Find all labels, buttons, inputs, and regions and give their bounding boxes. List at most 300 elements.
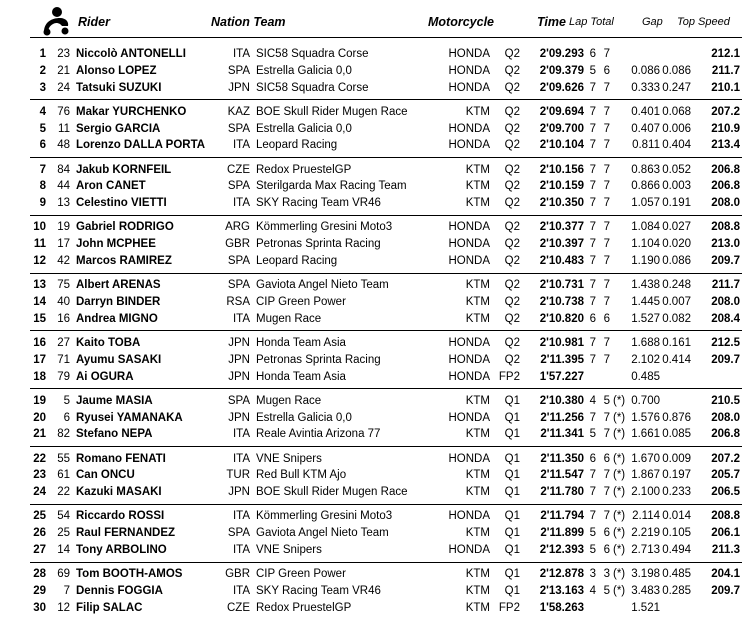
team-name: CIP Green Power xyxy=(256,296,346,308)
gap-to-first: 1.438 xyxy=(631,279,660,292)
gap-to-first: 1.576 xyxy=(631,411,660,424)
best-lap-time: 2'10.104 xyxy=(539,139,584,152)
group-divider xyxy=(30,215,742,216)
rider-nation: SPA xyxy=(227,279,250,292)
total-laps xyxy=(598,600,610,617)
table-row xyxy=(0,178,750,195)
table-row xyxy=(0,80,750,97)
rider-nation: SPA xyxy=(227,527,250,540)
best-lap-time: 2'11.341 xyxy=(540,428,584,441)
best-lap-number xyxy=(584,600,596,617)
motorcycle-brand: HONDA xyxy=(448,337,490,349)
session: Q2 xyxy=(504,48,520,60)
total-laps: 7 xyxy=(603,411,610,424)
best-lap-time: 1'58.263 xyxy=(539,601,584,614)
table-row xyxy=(0,352,750,369)
rider-nation: JPN xyxy=(228,81,250,94)
top-speed: 208.8 xyxy=(711,510,740,523)
best-lap-number: 4 xyxy=(589,394,596,407)
rider-position: 3 xyxy=(39,81,46,94)
gap-to-previous: 0.082 xyxy=(662,312,691,325)
top-speed: 209.7 xyxy=(711,585,740,597)
session: Q2 xyxy=(504,255,520,267)
table-row xyxy=(0,137,750,154)
best-lap-time: 2'10.377 xyxy=(539,221,584,234)
rider-position: 30 xyxy=(33,601,46,614)
rider-name: Albert ARENAS xyxy=(76,279,161,292)
top-speed: 204.1 xyxy=(711,568,740,581)
team-name: Gaviota Angel Nieto Team xyxy=(256,527,389,540)
top-speed: 206.8 xyxy=(711,180,740,193)
motorcycle-brand: HONDA xyxy=(448,452,490,465)
session: Q2 xyxy=(504,180,520,193)
top-speed: 208.0 xyxy=(711,197,740,210)
best-lap-number: 7 xyxy=(589,279,596,292)
session: Q2 xyxy=(504,238,520,251)
note-marker: (*) xyxy=(613,469,626,482)
rider-number: 11 xyxy=(58,122,70,135)
rider-position: 10 xyxy=(33,221,46,234)
rider-name: Lorenzo DALLA PORTA xyxy=(76,139,206,152)
best-lap-time: 2'11.395 xyxy=(540,353,584,366)
gap-to-previous: 0.404 xyxy=(662,139,691,152)
table-row xyxy=(0,393,750,410)
motorcycle-brand: KTM xyxy=(465,279,490,292)
gap-to-first: 3.198 xyxy=(631,568,660,581)
gap-to-previous: 0.494 xyxy=(662,544,691,556)
rider-position: 17 xyxy=(33,353,46,366)
top-speed: 207.2 xyxy=(711,105,740,118)
motorcycle-brand: HONDA xyxy=(448,370,490,383)
note-marker: (*) xyxy=(613,585,626,597)
group-divider xyxy=(30,562,742,563)
gap-to-previous: 0.414 xyxy=(662,353,691,366)
best-lap-number: 7 xyxy=(589,296,596,308)
note-marker: (*) xyxy=(613,527,626,540)
total-laps: 7 xyxy=(603,428,610,441)
rider-name: Jaume MASIA xyxy=(76,394,153,407)
table-row xyxy=(0,542,750,559)
total-laps: 7 xyxy=(603,197,610,210)
rider-position: 6 xyxy=(39,139,46,152)
table-row xyxy=(0,104,750,121)
table-row xyxy=(0,467,750,484)
team-name: BOE Skull Rider Mugen Race xyxy=(256,105,408,118)
session: Q2 xyxy=(504,353,520,366)
motorcycle-brand: KTM xyxy=(465,527,490,540)
best-lap-time: 2'09.700 xyxy=(539,122,584,135)
best-lap-number: 4 xyxy=(589,585,596,597)
rider-number: 69 xyxy=(57,568,70,581)
gap-to-first: 0.811 xyxy=(632,139,660,152)
total-laps: 6 xyxy=(603,544,610,556)
motorcycle-brand: HONDA xyxy=(448,238,490,251)
team-name: Red Bull KTM Ajo xyxy=(256,469,347,482)
session: Q1 xyxy=(504,510,520,523)
team-name: Petronas Sprinta Racing xyxy=(256,353,381,366)
rider-nation: CZE xyxy=(227,163,250,176)
gap-to-previous xyxy=(660,369,691,386)
gap-to-first: 0.086 xyxy=(631,64,660,77)
session: Q1 xyxy=(504,527,520,540)
top-speed: 208.4 xyxy=(711,312,740,325)
motorcycle-brand: KTM xyxy=(465,394,490,407)
header-lap-total: Lap Total xyxy=(569,16,614,28)
best-lap-number: 6 xyxy=(589,48,596,60)
rider-name: Niccolò ANTONELLI xyxy=(76,48,186,60)
motorcycle-brand: KTM xyxy=(465,312,490,325)
gap-to-previous: 0.161 xyxy=(662,337,691,349)
header-nation-team: Nation Team xyxy=(211,15,286,29)
rider-name: Tatsuki SUZUKI xyxy=(76,81,162,94)
best-lap-time: 2'10.981 xyxy=(539,337,584,349)
rider-name: Sergio GARCIA xyxy=(76,122,161,135)
gap-to-first: 0.401 xyxy=(631,105,660,118)
rider-position: 1 xyxy=(39,48,46,60)
rider-name: John MCPHEE xyxy=(76,238,156,251)
top-speed: 206.8 xyxy=(711,428,740,441)
rider-position: 14 xyxy=(33,296,46,308)
best-lap-time: 2'12.878 xyxy=(539,568,584,581)
rider-number: 75 xyxy=(57,279,70,292)
gap-to-first: 1.445 xyxy=(631,296,660,308)
gap-to-first: 1.521 xyxy=(631,601,660,614)
rider-name: Kazuki MASAKI xyxy=(76,486,162,499)
gap-to-previous: 0.007 xyxy=(662,296,691,308)
table-row xyxy=(0,566,750,583)
best-lap-number: 6 xyxy=(589,452,596,465)
motorcycle-brand: HONDA xyxy=(448,353,490,366)
gap-to-first: 0.700 xyxy=(631,394,660,407)
total-laps: 7 xyxy=(603,296,610,308)
rider-nation: CZE xyxy=(227,601,250,614)
note-marker: (*) xyxy=(613,568,626,581)
motorcycle-brand: KTM xyxy=(465,428,490,441)
rider-number: 55 xyxy=(57,452,70,465)
rider-name: Ryusei YAMANAKA xyxy=(76,411,183,424)
best-lap-number: 7 xyxy=(589,510,596,523)
rider-nation: TUR xyxy=(226,469,250,482)
rider-nation: ITA xyxy=(232,585,250,597)
rider-nation: JPN xyxy=(228,411,250,424)
header-top-speed: Top Speed xyxy=(677,16,730,28)
table-row xyxy=(0,508,750,525)
best-lap-time: 2'10.738 xyxy=(539,296,584,308)
rider-nation: JPN xyxy=(228,370,250,383)
rider-number: 6 xyxy=(63,411,70,424)
best-lap-number: 7 xyxy=(589,221,596,234)
motorcycle-brand: KTM xyxy=(465,105,490,118)
session: Q1 xyxy=(504,486,520,499)
total-laps: 7 xyxy=(603,163,610,176)
total-laps: 7 xyxy=(603,81,610,94)
header-rider: Rider xyxy=(78,15,110,29)
gap-to-previous: 0.233 xyxy=(662,486,691,499)
session: FP2 xyxy=(498,370,520,383)
motorcycle-brand: HONDA xyxy=(448,81,490,94)
total-laps: 3 xyxy=(603,568,610,581)
best-lap-time: 2'11.547 xyxy=(540,469,584,482)
rider-nation: GBR xyxy=(225,238,250,251)
best-lap-time: 2'09.694 xyxy=(539,105,584,118)
total-laps: 7 xyxy=(603,279,610,292)
team-name: Petronas Sprinta Racing xyxy=(256,238,381,251)
gap-to-first: 0.866 xyxy=(631,180,660,193)
session: Q2 xyxy=(504,139,520,152)
header-motorcycle: Motorcycle xyxy=(428,15,494,29)
motorcycle-brand: KTM xyxy=(465,163,490,176)
total-laps: 7 xyxy=(603,221,610,234)
top-speed: 213.0 xyxy=(711,238,740,251)
rider-nation: ITA xyxy=(232,312,250,325)
rider-number: 61 xyxy=(57,469,70,482)
gap-to-previous: 0.068 xyxy=(662,105,691,118)
best-lap-time: 2'10.159 xyxy=(539,180,584,193)
rider-nation: ITA xyxy=(232,452,250,465)
total-laps: 6 xyxy=(603,452,610,465)
table-row xyxy=(0,162,750,179)
top-speed: 210.5 xyxy=(711,394,740,407)
group-divider xyxy=(30,388,742,389)
rider-nation: GBR xyxy=(225,568,250,581)
rider-number: 14 xyxy=(57,544,70,556)
rider-nation: RSA xyxy=(226,296,250,308)
team-name: SKY Racing Team VR46 xyxy=(256,197,381,210)
motorcycle-brand: KTM xyxy=(465,180,490,193)
gap-to-first: 1.670 xyxy=(631,452,660,465)
table-row xyxy=(0,236,750,253)
total-laps: 7 xyxy=(603,255,610,267)
rider-nation: ITA xyxy=(232,544,250,556)
rider-name: Riccardo ROSSI xyxy=(76,510,165,523)
total-laps: 5 xyxy=(603,394,610,407)
rider-number: 19 xyxy=(57,221,70,234)
rider-number: 84 xyxy=(57,163,70,176)
group-divider xyxy=(30,157,742,158)
best-lap-number: 5 xyxy=(589,64,596,77)
header-divider xyxy=(30,37,742,38)
gap-to-previous: 0.009 xyxy=(662,452,691,465)
motorcycle-brand: KTM xyxy=(465,197,490,210)
best-lap-number: 7 xyxy=(589,238,596,251)
team-name: Sterilgarda Max Racing Team xyxy=(256,180,407,193)
team-name: SKY Racing Team VR46 xyxy=(256,585,381,597)
best-lap-number: 6 xyxy=(589,312,596,325)
table-row xyxy=(0,195,750,212)
rider-number: 7 xyxy=(63,585,70,597)
best-lap-time: 2'13.163 xyxy=(539,585,584,597)
gap-to-previous xyxy=(660,393,691,410)
rider-number: 82 xyxy=(57,428,70,441)
rider-position: 19 xyxy=(33,394,46,407)
best-lap-time: 2'11.899 xyxy=(540,527,584,540)
motorcycle-brand: KTM xyxy=(465,469,490,482)
session: Q2 xyxy=(504,122,520,135)
rider-nation: ITA xyxy=(232,197,250,210)
motorcycle-brand: KTM xyxy=(465,568,490,581)
rider-position: 15 xyxy=(33,312,46,325)
top-speed: 206.1 xyxy=(711,527,740,540)
best-lap-number: 7 xyxy=(589,163,596,176)
rider-position: 2 xyxy=(39,64,46,77)
motorcycle-brand: KTM xyxy=(465,296,490,308)
rider-position: 9 xyxy=(39,197,46,210)
gap-to-previous: 0.027 xyxy=(662,221,691,234)
rider-number: 40 xyxy=(57,296,70,308)
group-divider xyxy=(30,446,742,447)
best-lap-time: 2'10.731 xyxy=(539,279,584,292)
best-lap-time: 2'11.780 xyxy=(540,486,584,499)
session: Q1 xyxy=(504,585,520,597)
top-speed: 212.1 xyxy=(711,48,740,60)
best-lap-number: 7 xyxy=(589,81,596,94)
gap-to-first: 2.102 xyxy=(631,353,660,366)
team-name: Mugen Race xyxy=(256,312,322,325)
session: Q2 xyxy=(504,337,520,349)
rider-name: Ayumu SASAKI xyxy=(76,353,162,366)
team-name: Redox PruestelGP xyxy=(256,163,352,176)
gap-to-previous xyxy=(660,46,691,63)
rider-number: 44 xyxy=(57,180,70,193)
total-laps: 7 xyxy=(603,486,610,499)
rider-position: 22 xyxy=(33,452,46,465)
table-row xyxy=(0,46,750,63)
rider-position: 7 xyxy=(39,163,46,176)
gap-to-first: 0.485 xyxy=(631,370,660,383)
gap-to-previous: 0.006 xyxy=(662,122,691,135)
rider-position: 13 xyxy=(33,279,46,292)
motorcycle-brand: KTM xyxy=(465,601,490,614)
rider-number: 48 xyxy=(57,139,70,152)
rider-number: 27 xyxy=(57,337,70,349)
rider-nation: JPN xyxy=(228,337,250,349)
session: Q2 xyxy=(504,312,520,325)
gap-to-previous: 0.105 xyxy=(662,527,691,540)
team-name: Estrella Galicia 0,0 xyxy=(256,122,352,135)
table-row xyxy=(0,410,750,427)
rider-position: 23 xyxy=(33,469,46,482)
session: Q2 xyxy=(504,296,520,308)
rider-name: Dennis FOGGIA xyxy=(76,585,163,597)
gap-to-first: 1.527 xyxy=(631,312,660,325)
rider-number: 13 xyxy=(57,197,70,210)
motorcycle-rider-icon xyxy=(38,6,72,36)
rider-nation: ARG xyxy=(225,221,250,234)
table-row xyxy=(0,525,750,542)
gap-to-first: 1.190 xyxy=(631,255,660,267)
rider-nation: SPA xyxy=(227,255,250,267)
team-name: Leopard Racing xyxy=(256,139,338,152)
gap-to-first: 1.057 xyxy=(631,197,660,210)
top-speed: 208.0 xyxy=(711,296,740,308)
gap-to-previous: 0.052 xyxy=(662,163,691,176)
rider-name: Kaito TOBA xyxy=(76,337,141,349)
best-lap-number: 7 xyxy=(589,139,596,152)
rider-position: 29 xyxy=(33,585,46,597)
gap-to-first: 3.483 xyxy=(631,585,660,597)
rider-number: 5 xyxy=(63,394,70,407)
gap-to-first: 1.661 xyxy=(631,428,660,441)
best-lap-number xyxy=(584,369,596,386)
session: Q2 xyxy=(504,197,520,210)
team-name: Leopard Racing xyxy=(256,255,338,267)
total-laps xyxy=(598,369,610,386)
rider-name: Jakub KORNFEIL xyxy=(76,163,172,176)
total-laps: 7 xyxy=(603,510,610,523)
best-lap-number: 7 xyxy=(589,486,596,499)
gap-to-previous: 0.248 xyxy=(662,279,691,292)
best-lap-number: 7 xyxy=(589,469,596,482)
total-laps: 6 xyxy=(603,312,610,325)
gap-to-previous: 0.086 xyxy=(662,255,691,267)
rider-position: 28 xyxy=(33,568,46,581)
top-speed xyxy=(700,369,740,386)
rider-name: Celestino VIETTI xyxy=(76,197,167,210)
rider-name: Can ONCU xyxy=(76,469,135,482)
session: Q1 xyxy=(504,469,520,482)
gap-to-first: 0.407 xyxy=(631,122,660,135)
best-lap-number: 5 xyxy=(589,527,596,540)
table-row xyxy=(0,253,750,270)
note-marker: (*) xyxy=(613,510,626,523)
best-lap-number: 7 xyxy=(589,197,596,210)
gap-to-previous: 0.085 xyxy=(662,428,691,441)
gap-to-previous: 0.285 xyxy=(662,585,691,597)
table-row xyxy=(0,335,750,352)
rider-position: 24 xyxy=(33,486,46,499)
group-divider xyxy=(30,504,742,505)
team-name: Estrella Galicia 0,0 xyxy=(256,64,352,77)
rider-number: 24 xyxy=(57,81,70,94)
gap-to-previous: 0.197 xyxy=(662,469,691,482)
table-row xyxy=(0,583,750,600)
gap-to-first: 1.104 xyxy=(631,238,660,251)
total-laps: 7 xyxy=(603,238,610,251)
rider-nation: KAZ xyxy=(227,105,250,118)
best-lap-number: 7 xyxy=(589,105,596,118)
best-lap-time: 2'10.820 xyxy=(539,312,584,325)
session: Q1 xyxy=(504,394,520,407)
rider-number: 16 xyxy=(57,312,70,325)
team-name: Kömmerling Gresini Moto3 xyxy=(256,221,393,234)
rider-name: Andrea MIGNO xyxy=(76,312,158,325)
team-name: VNE Snipers xyxy=(256,544,322,556)
best-lap-time: 2'11.256 xyxy=(540,411,584,424)
top-speed: 211.7 xyxy=(711,279,740,292)
rider-position: 4 xyxy=(39,105,46,118)
gap-to-previous: 0.876 xyxy=(662,411,691,424)
best-lap-number: 7 xyxy=(589,180,596,193)
rider-name: Tom BOOTH-AMOS xyxy=(76,568,183,581)
gap-to-previous xyxy=(660,600,691,617)
team-name: Kömmerling Gresini Moto3 xyxy=(256,510,393,523)
rider-nation: ITA xyxy=(232,510,250,523)
rider-position: 21 xyxy=(33,428,46,441)
table-row xyxy=(0,600,750,617)
best-lap-time: 2'12.393 xyxy=(539,544,584,556)
table-row xyxy=(0,426,750,443)
table-row xyxy=(0,484,750,501)
session: Q2 xyxy=(504,105,520,118)
best-lap-time: 2'10.397 xyxy=(539,238,584,251)
session: Q2 xyxy=(504,64,520,77)
total-laps: 7 xyxy=(603,469,610,482)
team-name: CIP Green Power xyxy=(256,568,346,581)
table-row xyxy=(0,294,750,311)
rider-name: Gabriel RODRIGO xyxy=(76,221,174,234)
top-speed: 208.8 xyxy=(711,221,740,234)
rider-number: 42 xyxy=(57,255,70,267)
